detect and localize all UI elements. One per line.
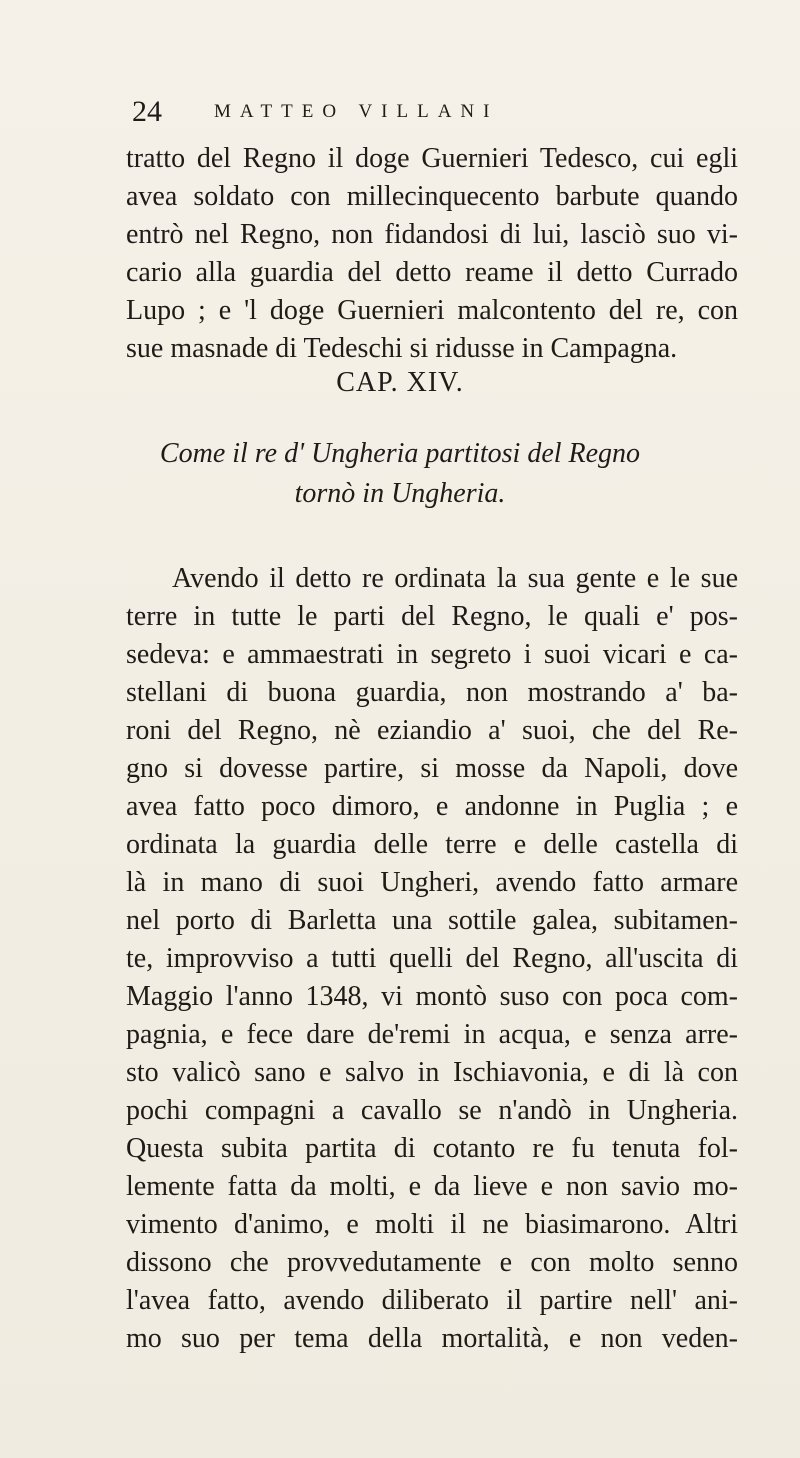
running-head: MATTEO VILLANI (214, 101, 499, 122)
text-line: vimento d'animo, e molti il ne biasimarono. Altri (126, 1209, 738, 1240)
opening-paragraph (126, 140, 738, 368)
chapter-body (126, 560, 738, 1358)
text-line: lemente fatta da molti, e da lieve e non savio mo- (126, 1171, 738, 1202)
text-line: Maggio l'anno 1348, vi montò suso con poca com- (126, 981, 738, 1012)
text-line: dissono che provvedutamente e con molto senno (126, 1247, 738, 1278)
text-line: ordinata la guardia delle terre e delle castella di (126, 829, 738, 860)
text-line: sue masnade di Tedeschi si ridusse in Campagna. (126, 333, 678, 364)
text-line: Avendo il detto re ordinata la sua gente e le sue (172, 563, 738, 594)
text-line: Questa subita partita di cotanto re fu tenuta fol- (126, 1133, 738, 1164)
chapter-number: CAP. XIV. (336, 367, 464, 398)
chapter-title-line: Come il re d' Ungheria partitosi del Regno (159, 438, 641, 469)
text-line: tratto del Regno il doge Guernieri Tedesco, cui egli (126, 143, 738, 174)
text-line: pochi compagni a cavallo se n'andò in Ungheria. (126, 1095, 738, 1126)
text-line: stellani di buona guardia, non mostrando a' ba- (126, 677, 738, 708)
text-line: sto valicò sano e salvo in Ischiavonia, e di là con (126, 1057, 738, 1088)
text-line: avea soldato con millecinquecento barbute quando (126, 181, 738, 212)
text-line: cario alla guardia del detto reame il detto Currado (126, 257, 738, 288)
text-line: nel porto di Barletta una sottile galea, subitamen- (126, 905, 738, 936)
text-line: pagnia, e fece dare de'remi in acqua, e senza arre- (126, 1019, 738, 1050)
text-line: Lupo ; e 'l doge Guernieri malcontento del re, con (126, 295, 738, 326)
chapter-title-line: tornò in Ungheria. (294, 478, 506, 509)
text-line: mo suo per tema della mortalità, e non veden- (126, 1323, 738, 1354)
page-number: 24 (132, 95, 162, 128)
text-line: te, improvviso a tutti quelli del Regno, all'uscita di (126, 943, 738, 974)
chapter-title (0, 434, 800, 514)
text-line: gno si dovesse partire, si mosse da Napoli, dove (126, 753, 738, 784)
text-line: sedeva: e ammaestrati in segreto i suoi vicari e ca- (126, 639, 738, 670)
text-line: avea fatto poco dimoro, e andonne in Puglia ; e (126, 791, 738, 822)
text-line: roni del Regno, nè eziandio a' suoi, che del Re- (126, 715, 738, 746)
text-line: là in mano di suoi Ungheri, avendo fatto armare (126, 867, 738, 898)
text-line: entrò nel Regno, non fidandosi di lui, lasciò suo vi- (126, 219, 738, 250)
text-line: l'avea fatto, avendo diliberato il partire nell' ani- (126, 1285, 738, 1316)
text-line: terre in tutte le parti del Regno, le quali e' pos- (126, 601, 738, 632)
page-header (132, 92, 732, 138)
